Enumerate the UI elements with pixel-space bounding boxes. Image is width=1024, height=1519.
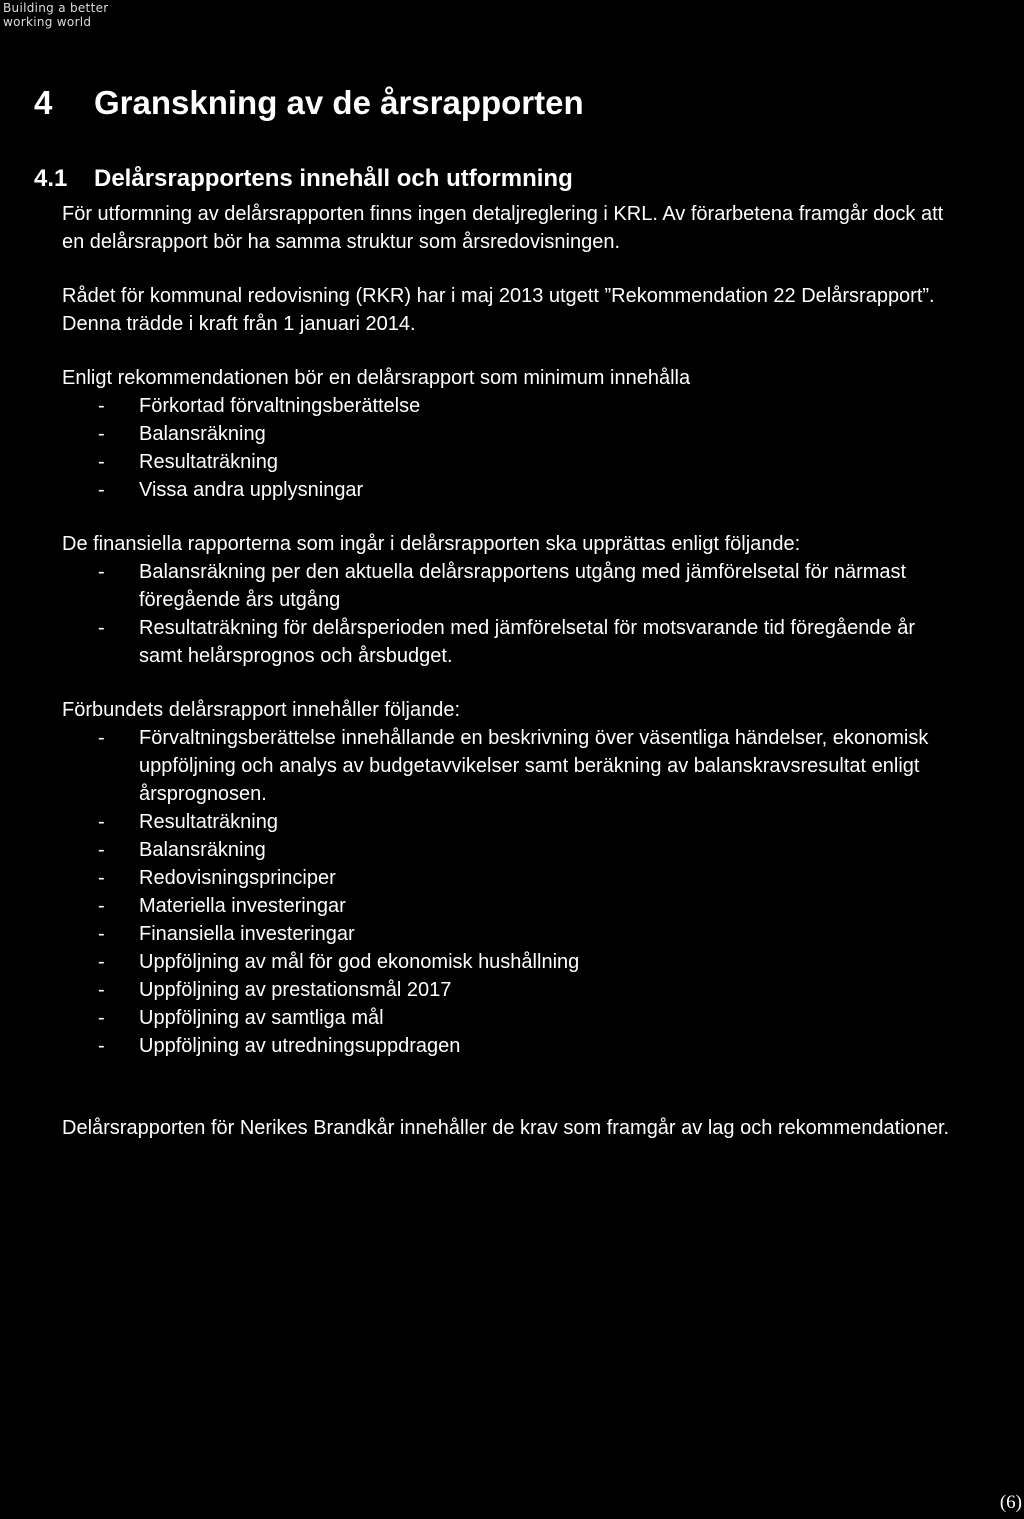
paragraph-financial-reports: De finansiella rapporterna som ingår i delårsrapporten ska upprättas enligt följande: [62, 533, 801, 555]
dash-bullet: - [98, 451, 105, 473]
list-item-text: Vissa andra upplysningar [139, 479, 364, 501]
financial-reports-list [62, 558, 962, 670]
dash-bullet: - [98, 839, 105, 861]
section-number: 4 [34, 84, 53, 121]
federation-report-list [62, 724, 962, 1060]
list-item [62, 892, 962, 920]
dash-bullet: - [98, 395, 105, 417]
list-item [62, 392, 962, 420]
dash-bullet: - [98, 811, 105, 833]
list-item-text: Förvaltningsberättelse innehållande en beskrivning över väsentliga händelser, ekonomisk uppföljning och analys av budgetavvikelser samt beräkning av balanskravsresultat enligt årsprognosen. [139, 727, 929, 805]
paragraph-recommendation: Enligt rekommendationen bör en delårsrapport som minimum innehålla [62, 367, 691, 389]
dash-bullet: - [98, 727, 105, 749]
section-heading [34, 82, 584, 124]
list-item [62, 1032, 962, 1060]
list-item [62, 976, 962, 1004]
list-item-text: Redovisningsprinciper [139, 867, 336, 889]
list-item-text: Balansräkning per den aktuella delårsrapportens utgång med jämförelsetal för närmast föregående års utgång [139, 561, 907, 611]
dash-bullet: - [98, 1035, 105, 1057]
list-item [62, 808, 962, 836]
list-item-text: Resultaträkning [139, 811, 278, 833]
list-item [62, 948, 962, 976]
list-item [62, 420, 962, 448]
paragraph-rkr: Rådet för kommunal redovisning (RKR) har i maj 2013 utgett ”Rekommendation 22 Delårsrapport”. Denna trädde i kraft från 1 januari 2014. [62, 285, 935, 335]
list-item [62, 448, 962, 476]
list-item [62, 614, 962, 670]
list-item-text: Balansräkning [139, 423, 266, 445]
list-item-text: Balansräkning [139, 839, 266, 861]
list-item-text: Förkortad förvaltningsberättelse [139, 395, 421, 417]
dash-bullet: - [98, 561, 105, 583]
list-item [62, 1004, 962, 1032]
paragraph-intro: För utformning av delårsrapporten finns ingen detaljreglering i KRL. Av förarbetena framgår dock att en delårsrapport bör ha samma struktur som årsredovisningen. [62, 203, 944, 253]
minimum-content-list [62, 392, 962, 504]
list-item [62, 476, 962, 504]
dash-bullet: - [98, 951, 105, 973]
subsection-heading [34, 163, 573, 195]
dash-bullet: - [98, 867, 105, 889]
list-item-text: Uppföljning av prestationsmål 2017 [139, 979, 452, 1001]
dash-bullet: - [98, 923, 105, 945]
subsection-number: 4.1 [34, 165, 68, 192]
list-item-text: Resultaträkning för delårsperioden med jämförelsetal för motsvarande tid föregående år samt helårsprognos och årsbudget. [139, 617, 915, 667]
subsection-title: Delårsrapportens innehåll och utformning [94, 165, 573, 192]
page-number: (6) [999, 1492, 1022, 1513]
dash-bullet: - [98, 979, 105, 1001]
dash-bullet: - [98, 895, 105, 917]
list-item-text: Uppföljning av samtliga mål [139, 1007, 384, 1029]
logo-line-2: working world [3, 15, 92, 29]
list-item [62, 558, 962, 614]
logo [3, 1, 109, 29]
logo-line-1: Building a better [3, 1, 109, 15]
dash-bullet: - [98, 617, 105, 639]
list-item-text: Uppföljning av mål för god ekonomisk hushållning [139, 951, 580, 973]
paragraph-federation-report: Förbundets delårsrapport innehåller följande: [62, 699, 461, 721]
list-item [62, 864, 962, 892]
list-item-text: Uppföljning av utredningsuppdragen [139, 1035, 461, 1057]
list-item [62, 836, 962, 864]
paragraph-conclusion: Delårsrapporten för Nerikes Brandkår innehåller de krav som framgår av lag och rekommendationer. [62, 1117, 950, 1139]
list-item-text: Materiella investeringar [139, 895, 346, 917]
section-title: Granskning av de årsrapporten [94, 84, 584, 121]
dash-bullet: - [98, 479, 105, 501]
list-item-text: Resultaträkning [139, 451, 278, 473]
body-content [62, 200, 962, 1142]
list-item [62, 920, 962, 948]
list-item-text: Finansiella investeringar [139, 923, 355, 945]
dash-bullet: - [98, 423, 105, 445]
list-item [62, 724, 962, 808]
dash-bullet: - [98, 1007, 105, 1029]
